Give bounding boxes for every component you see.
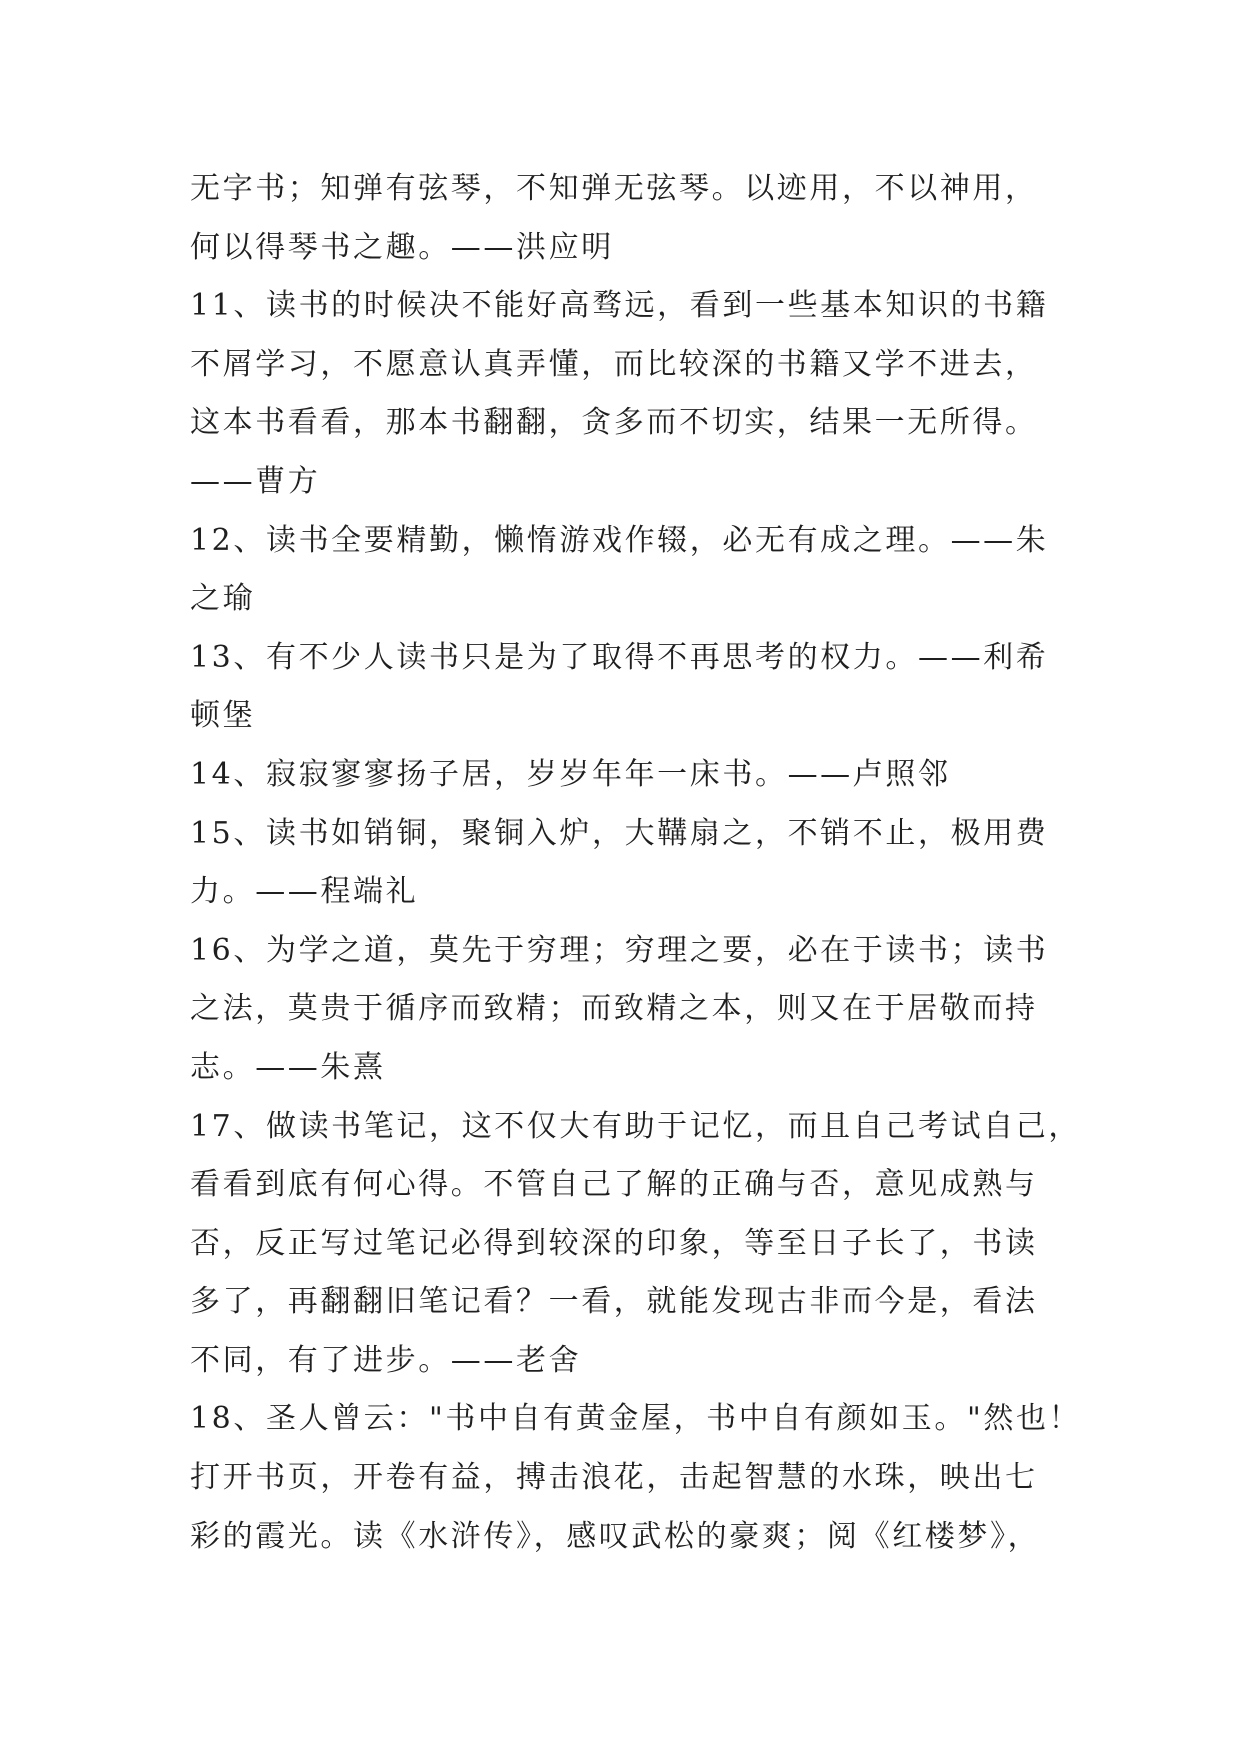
text-line: 14、寂寂寥寥扬子居，岁岁年年一床书。——卢照邻 <box>190 756 951 792</box>
text-line: 之瑜 <box>190 581 256 617</box>
quote-text-column <box>190 160 1082 1566</box>
text-line: 看看到底有何心得。不管自己了解的正确与否，意见成熟与 <box>190 1167 1038 1203</box>
text-line: 12、读书全要精勤，懒惰游戏作辍，必无有成之理。——朱 <box>190 522 1049 558</box>
text-line: 否，反正写过笔记必得到较深的印象，等至日子长了，书读 <box>190 1225 1038 1261</box>
text-line: 16、为学之道，莫先于穷理；穷理之要，必在于读书；读书 <box>190 932 1049 968</box>
text-line: 何以得琴书之趣。——洪应明 <box>190 229 614 265</box>
text-line: 不屑学习，不愿意认真弄懂，而比较深的书籍又学不进去， <box>190 346 1038 382</box>
text-line: 无字书；知弹有弦琴，不知弹无弦琴。以迹用，不以神用， <box>190 171 1038 206</box>
text-line: 17、做读书笔记，这不仅大有助于记忆，而且自己考试自己， <box>190 1108 1081 1144</box>
text-line: 志。——朱熹 <box>190 1049 386 1085</box>
text-line: ——曹方 <box>190 463 321 499</box>
text-line: 力。——程端礼 <box>190 874 419 910</box>
text-line: 11、读书的时候决不能好高骛远，看到一些基本知识的书籍 <box>190 288 1049 324</box>
text-line: 这本书看看，那本书翻翻，贪多而不切实，结果一无所得。 <box>190 405 1038 441</box>
text-line: 不同，有了进步。——老舍 <box>190 1342 582 1378</box>
text-line: 13、有不少人读书只是为了取得不再思考的权力。——利希 <box>190 639 1049 675</box>
text-line: 彩的霞光。读《水浒传》，感叹武松的豪爽；阅《红楼梦》， <box>190 1518 1041 1554</box>
text-line: 15、读书如销铜，聚铜入炉，大鞲扇之，不销不止，极用费 <box>190 815 1049 851</box>
text-line: 打开书页，开卷有益，搏击浪花，击起智慧的水珠，映出七 <box>190 1460 1038 1496</box>
text-line: 多了，再翻翻旧笔记看？一看，就能发现古非而今是，看法 <box>190 1284 1038 1320</box>
text-line: 顿堡 <box>190 698 256 734</box>
text-line: 18、圣人曾云："书中自有黄金屋，书中自有颜如玉。"然也！ <box>190 1401 1082 1437</box>
text-line: 之法，莫贵于循序而致精；而致精之本，则又在于居敬而持 <box>190 991 1038 1027</box>
